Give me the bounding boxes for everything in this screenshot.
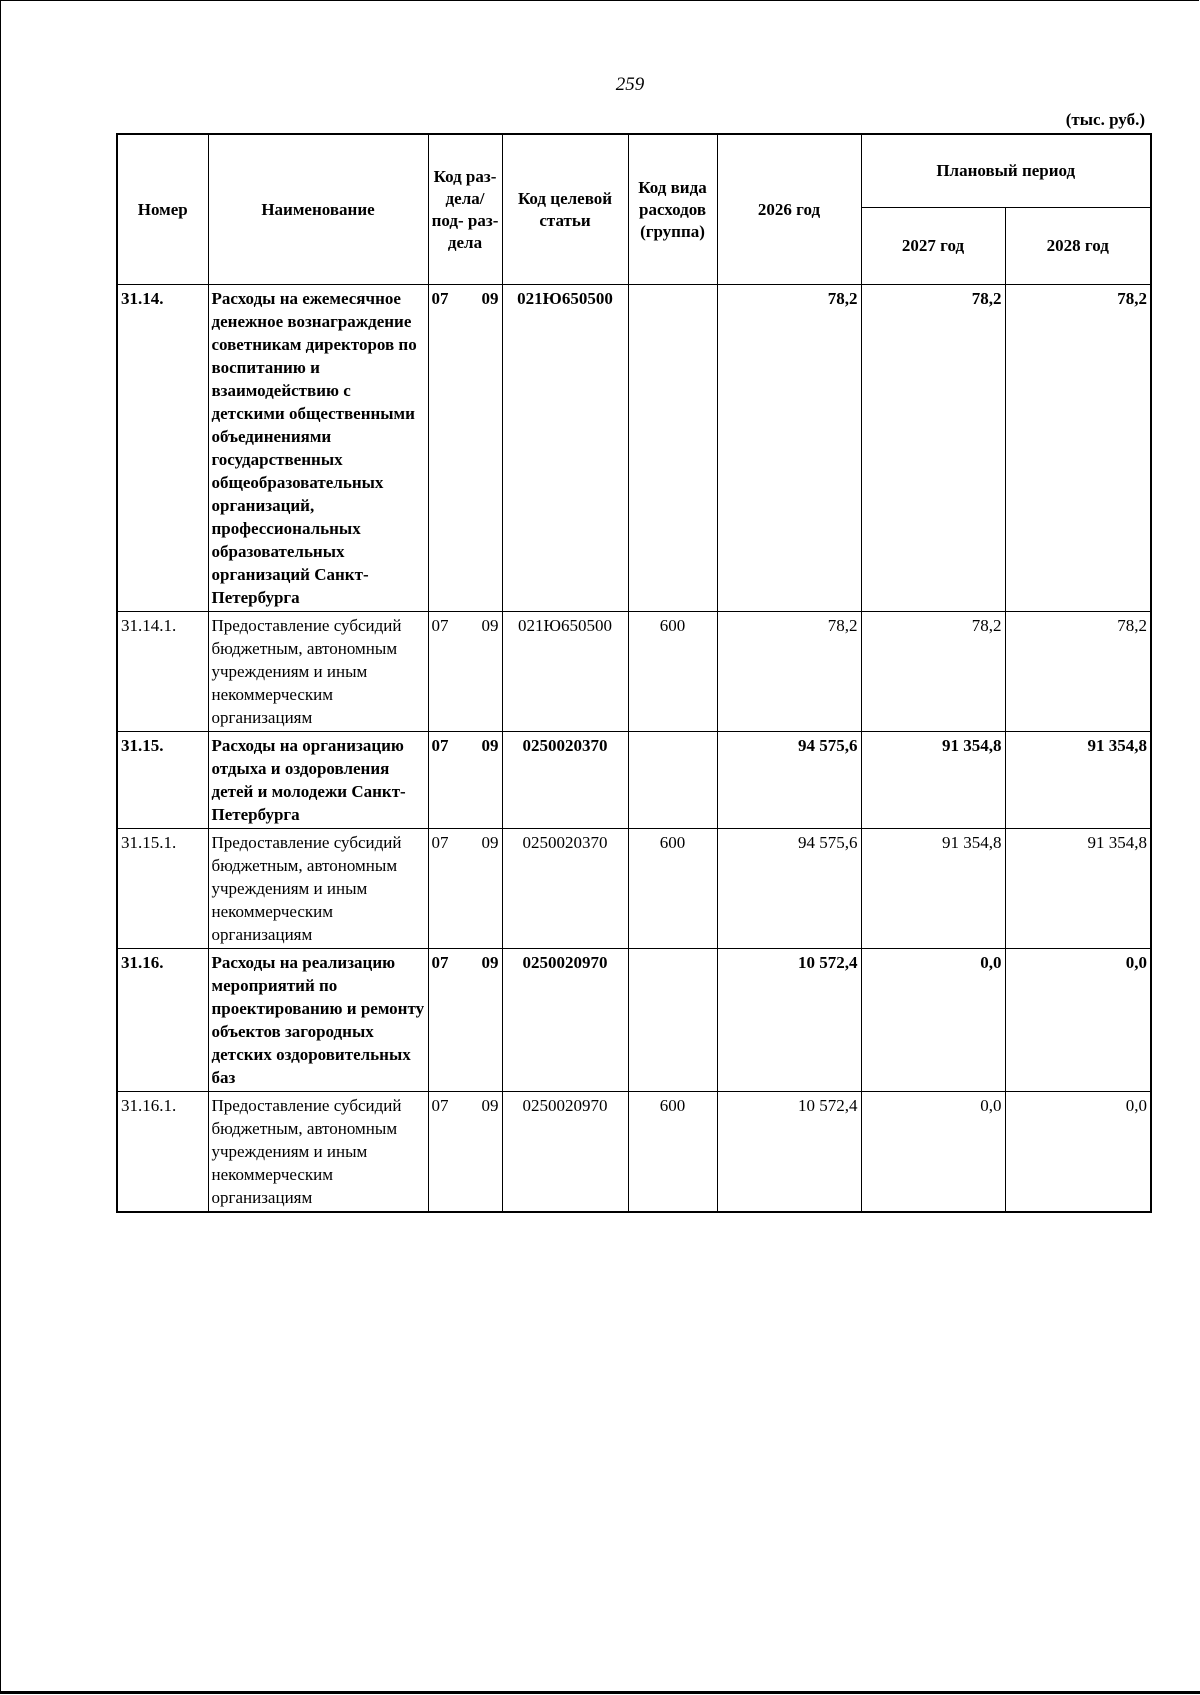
row-number: 31.14.1. [117, 612, 208, 732]
row-amount-2028: 78,2 [1005, 612, 1151, 732]
row-name: Предоставление субсидий бюджетным, автономным учреждениям и иным некоммерческим организациям [208, 612, 428, 732]
header-year-2028: 2028 год [1005, 208, 1151, 285]
row-amount-2026: 78,2 [717, 285, 861, 612]
row-name: Расходы на ежемесячное денежное вознаграждение советникам директоров по воспитанию и взаимодействию с детскими общественными объединениями государственных общеобразовательных организаций, профессиональных образовательных организаций Санкт-Петербурга [208, 285, 428, 612]
row-number: 31.15.1. [117, 829, 208, 949]
table-row [117, 949, 1151, 1092]
row-section-code [428, 285, 502, 612]
row-amount-2026: 10 572,4 [717, 949, 861, 1092]
row-subsection: 09 [481, 736, 499, 755]
row-name: Расходы на организацию отдыха и оздоровления детей и молодежи Санкт-Петербурга [208, 732, 428, 829]
header-name: Наименование [208, 134, 428, 285]
row-expense-type-code: 600 [628, 1092, 717, 1213]
row-subsection: 09 [481, 1096, 499, 1115]
row-number: 31.15. [117, 732, 208, 829]
row-target-code: 021Ю650500 [502, 285, 628, 612]
row-expense-type-code: 600 [628, 612, 717, 732]
header-number: Номер [117, 134, 208, 285]
row-amount-2027: 78,2 [861, 285, 1005, 612]
row-subsection: 09 [481, 616, 499, 635]
row-section: 07 [431, 953, 449, 972]
row-target-code: 0250020370 [502, 829, 628, 949]
row-section-code [428, 612, 502, 732]
row-number: 31.16. [117, 949, 208, 1092]
row-number: 31.16.1. [117, 1092, 208, 1213]
table-row [117, 612, 1151, 732]
row-target-code: 0250020970 [502, 1092, 628, 1213]
row-amount-2026: 78,2 [717, 612, 861, 732]
row-section-code [428, 732, 502, 829]
row-amount-2028: 0,0 [1005, 1092, 1151, 1213]
table-row [117, 732, 1151, 829]
row-amount-2028: 0,0 [1005, 949, 1151, 1092]
table-row [117, 285, 1151, 612]
header-section-code: Код раз- дела/ под- раз- дела [428, 134, 502, 285]
row-name: Расходы на реализацию мероприятий по проектированию и ремонту объектов загородных детских оздоровительных баз [208, 949, 428, 1092]
row-amount-2026: 10 572,4 [717, 1092, 861, 1213]
header-year-2026: 2026 год [717, 134, 861, 285]
header-target-code: Код целевой статьи [502, 134, 628, 285]
row-section: 07 [431, 616, 449, 635]
row-amount-2028: 91 354,8 [1005, 732, 1151, 829]
header-planned-period: Плановый период [861, 134, 1151, 208]
row-section-code [428, 949, 502, 1092]
row-amount-2026: 94 575,6 [717, 829, 861, 949]
row-expense-type-code [628, 949, 717, 1092]
row-section-code [428, 829, 502, 949]
row-amount-2027: 91 354,8 [861, 732, 1005, 829]
row-target-code: 0250020370 [502, 732, 628, 829]
row-section: 07 [431, 289, 449, 308]
row-amount-2027: 91 354,8 [861, 829, 1005, 949]
row-number: 31.14. [117, 285, 208, 612]
row-section: 07 [431, 1096, 449, 1115]
row-section: 07 [431, 736, 449, 755]
header-expense-type-code: Код вида расходов (группа) [628, 134, 717, 285]
row-expense-type-code [628, 732, 717, 829]
row-target-code: 021Ю650500 [502, 612, 628, 732]
table-row [117, 1092, 1151, 1213]
table-body [117, 285, 1151, 1213]
row-name: Предоставление субсидий бюджетным, автономным учреждениям и иным некоммерческим организациям [208, 1092, 428, 1213]
row-amount-2028: 91 354,8 [1005, 829, 1151, 949]
row-amount-2026: 94 575,6 [717, 732, 861, 829]
row-amount-2027: 78,2 [861, 612, 1005, 732]
table-row [117, 829, 1151, 949]
row-amount-2027: 0,0 [861, 949, 1005, 1092]
header-year-2027: 2027 год [861, 208, 1005, 285]
row-section-code [428, 1092, 502, 1213]
row-expense-type-code: 600 [628, 829, 717, 949]
row-subsection: 09 [481, 953, 499, 972]
budget-table [116, 133, 1152, 1213]
row-target-code: 0250020970 [502, 949, 628, 1092]
unit-label: (тыс. руб.) [1065, 110, 1145, 129]
row-amount-2028: 78,2 [1005, 285, 1151, 612]
row-subsection: 09 [481, 833, 499, 852]
row-amount-2027: 0,0 [861, 1092, 1005, 1213]
row-subsection: 09 [481, 289, 499, 308]
page-number: 259 [615, 74, 645, 95]
row-expense-type-code [628, 285, 717, 612]
page-bottom-border [0, 1691, 1200, 1694]
row-section: 07 [431, 833, 449, 852]
row-name: Предоставление субсидий бюджетным, автономным учреждениям и иным некоммерческим организациям [208, 829, 428, 949]
